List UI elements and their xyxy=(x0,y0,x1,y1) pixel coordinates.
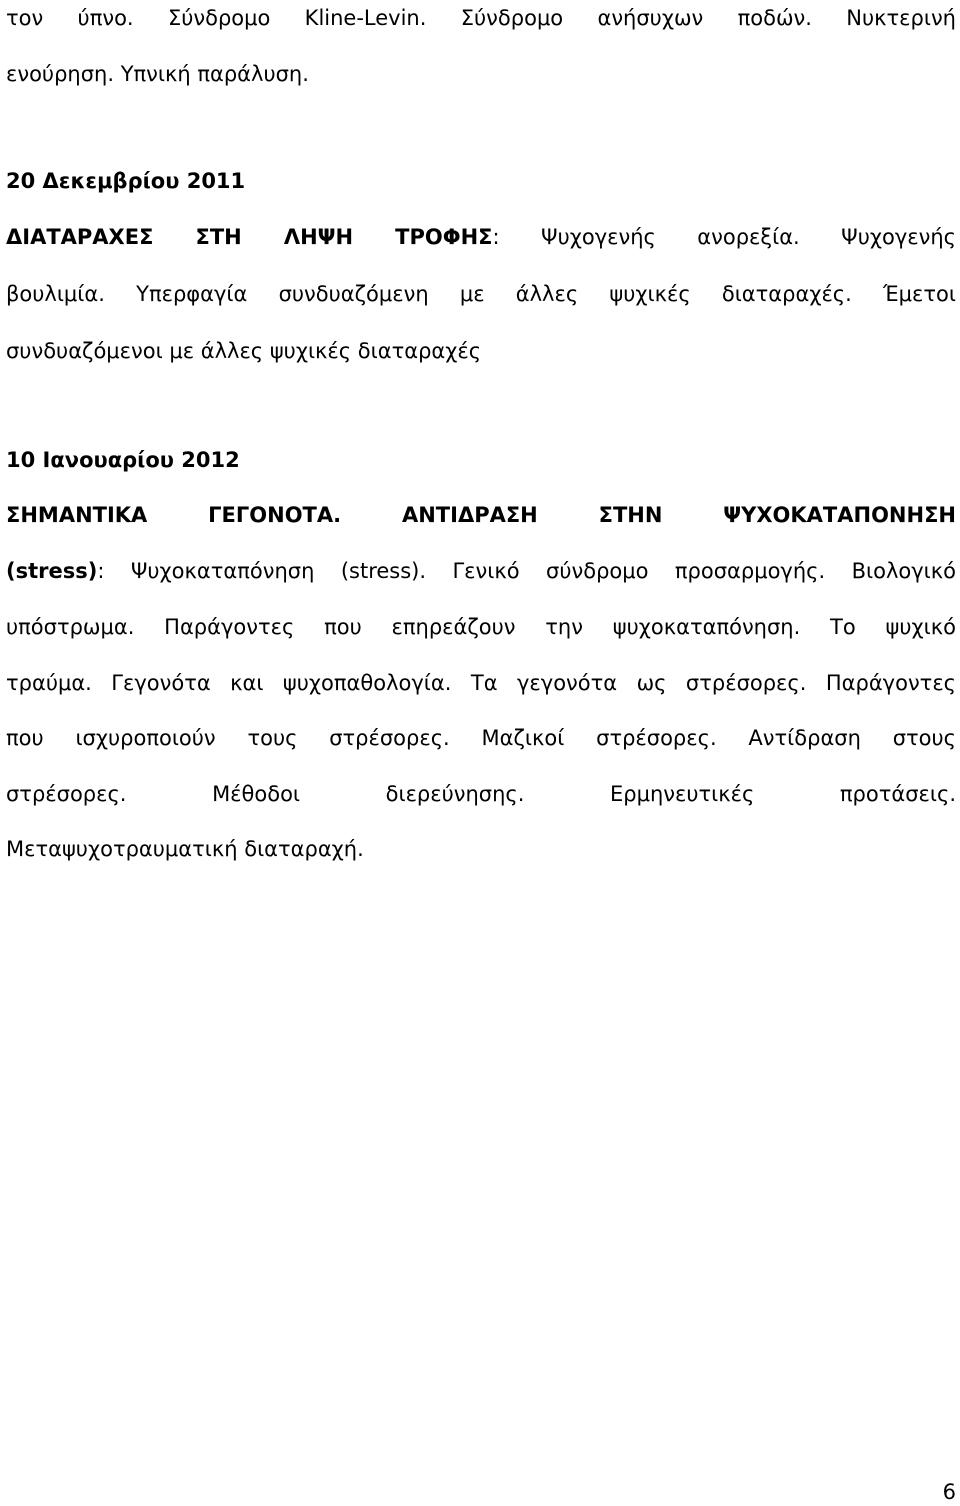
section-text: : Ψυχοκαταπόνηση (stress). Γενικό σύνδρομο προσαρμογής. Βιολογικό xyxy=(97,559,956,583)
section-text: : Ψυχογενής ανορεξία. Ψυχογενής xyxy=(492,225,956,249)
text-line: βουλιμία. Υπερφαγία συνδυαζόμενη με άλλες ψυχικές διαταραχές. Έμετοι xyxy=(6,282,956,306)
date-heading: 20 Δεκεμβρίου 2011 xyxy=(6,169,246,193)
text-line: συνδυαζόμενοι με άλλες ψυχικές διαταραχές xyxy=(6,339,482,363)
section-line xyxy=(6,223,956,251)
text-line: στρέσορες. Μέθοδοι διερεύνησης. Ερμηνευτικές προτάσεις. xyxy=(6,782,956,806)
text-line: Μεταψυχοτραυματική διαταραχή. xyxy=(6,837,364,861)
section-heading: ΣΗΜΑΝΤΙΚΑ ΓΕΓΟΝΟΤΑ. ΑΝΤΙΔΡΑΣΗ ΣΤΗΝ ΨΥΧΟΚΑΤΑΠΟΝΗΣΗ xyxy=(6,503,956,527)
text-line: ενούρηση. Υπνική παράλυση. xyxy=(6,62,309,86)
section-heading-tail: (stress) xyxy=(6,559,98,583)
text-line: τον ύπνο. Σύνδρομο Kline-Levin. Σύνδρομο ανήσυχων ποδών. Νυκτερινή xyxy=(6,6,956,30)
section-line xyxy=(6,557,956,585)
section-heading: ΔΙΑΤΑΡΑΧΕΣ ΣΤΗ ΛΗΨΗ ΤΡΟΦΗΣ xyxy=(6,225,493,249)
text-line: τραύμα. Γεγονότα και ψυχοπαθολογία. Τα γεγονότα ως στρέσορες. Παράγοντες xyxy=(6,671,956,695)
text-line: υπόστρωμα. Παράγοντες που επηρεάζουν την ψυχοκαταπόνηση. Το ψυχικό xyxy=(6,615,956,639)
date-heading: 10 Ιανουαρίου 2012 xyxy=(6,448,240,472)
text-line: που ισχυροποιούν τους στρέσορες. Μαζικοί στρέσορες. Αντίδραση στους xyxy=(6,726,956,750)
page-number: 6 xyxy=(942,1480,956,1504)
